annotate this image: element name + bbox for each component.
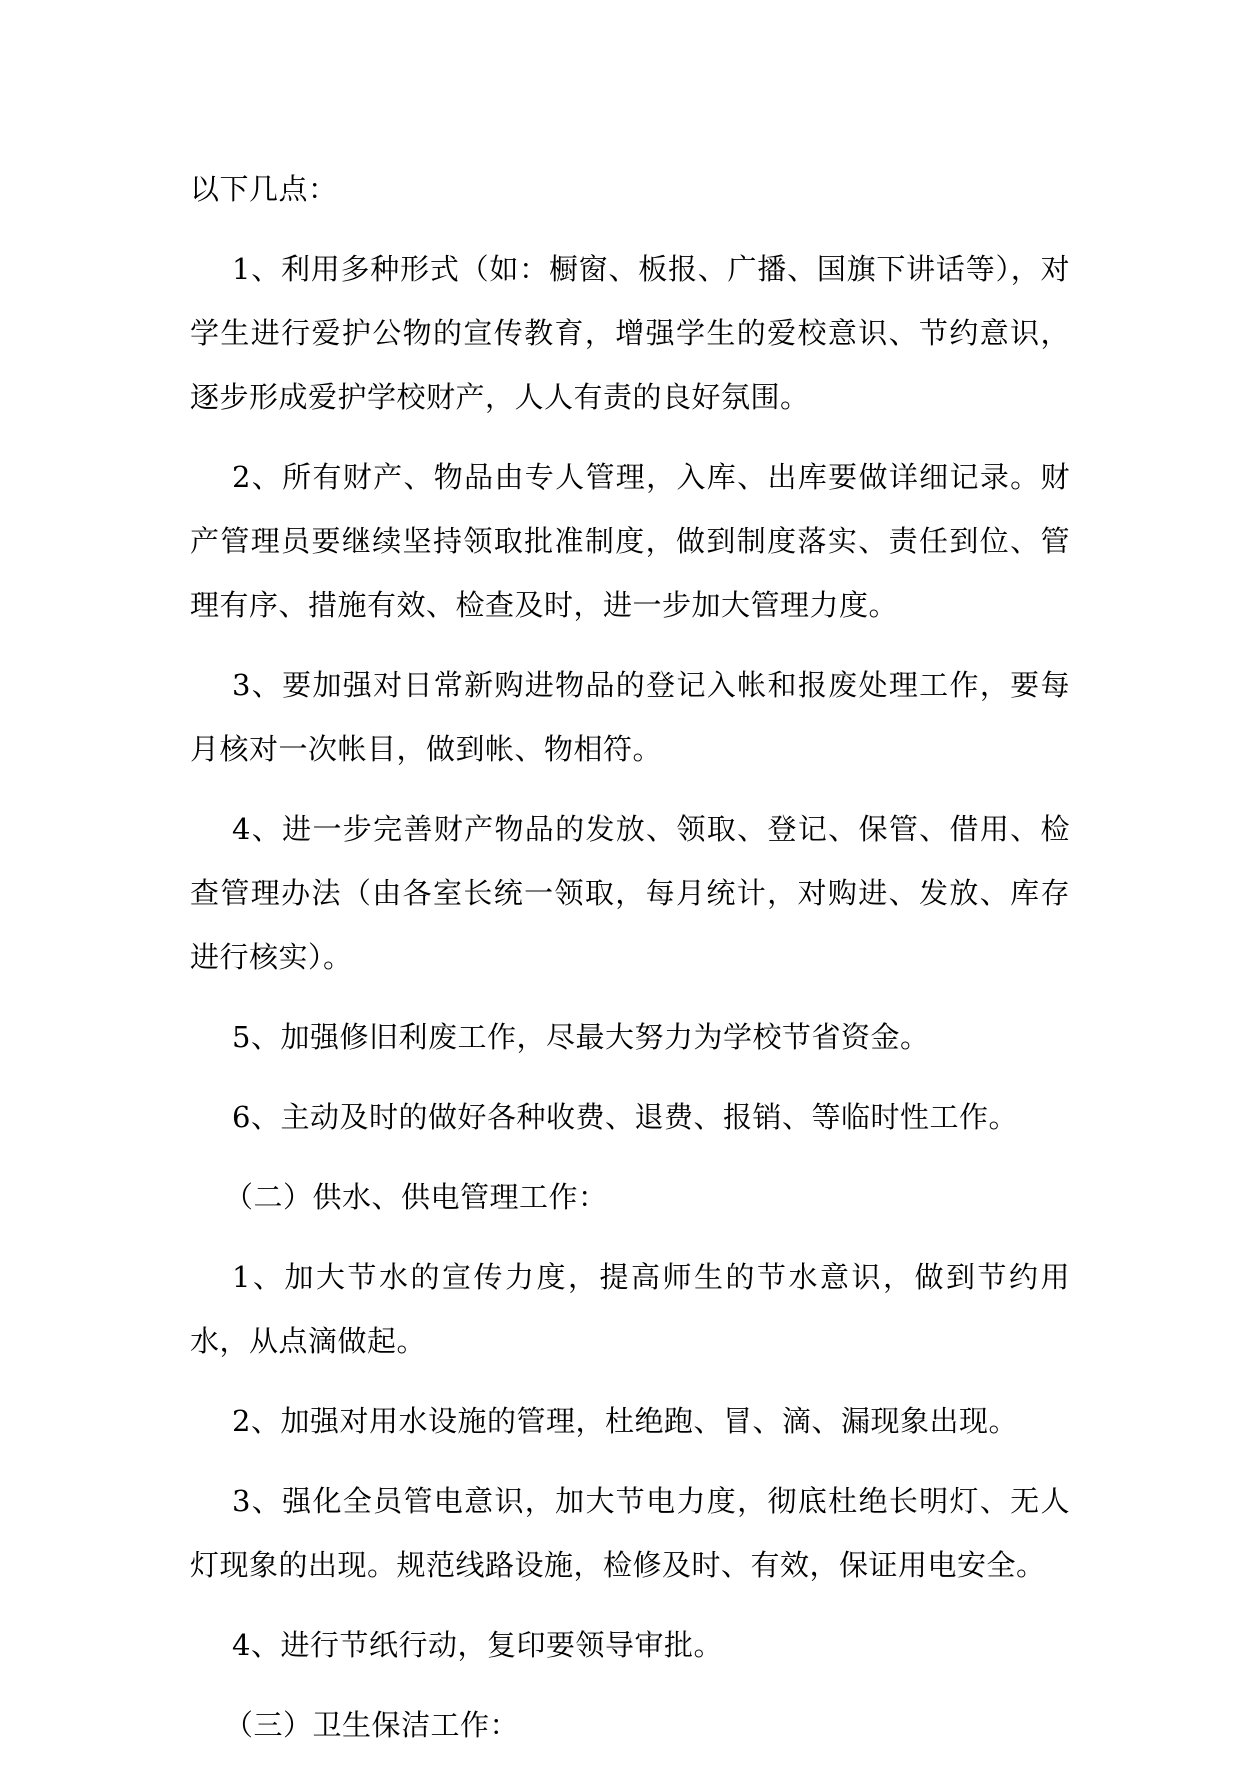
list-item-registration: 3、要加强对日常新购进物品的登记入帐和报废处理工作，要每月核对一次帐目，做到帐、物相符。 xyxy=(190,668,1070,766)
section-heading-water-power: （二）供水、供电管理工作： xyxy=(224,1180,608,1214)
list-item-recycling: 5、加强修旧利废工作，尽最大努力为学校节省资金。 xyxy=(232,1020,930,1054)
section-heading-sanitation: （三）卫生保洁工作： xyxy=(224,1708,520,1742)
list-item-custody: 2、所有财产、物品由专人管理，入库、出库要做详细记录。财产管理员要继续坚持领取批准制度，做到制度落实、责任到位、管理有序、措施有效、检查及时，进一步加大管理力度。 xyxy=(190,460,1070,622)
list-item-distribution: 4、进一步完善财产物品的发放、领取、登记、保管、借用、检查管理办法（由各室长统一领取，每月统计，对购进、发放、库存进行核实）。 xyxy=(190,812,1070,974)
document-body xyxy=(190,157,1070,1773)
intro-paragraph: 以下几点： xyxy=(190,172,338,206)
list-item-paper-saving: 4、进行节纸行动，复印要领导审批。 xyxy=(232,1628,723,1662)
list-item-publicity: 1、利用多种形式（如：橱窗、板报、广播、国旗下讲话等），对学生进行爱护公物的宣传教育，增强学生的爱校意识、节约意识，逐步形成爱护学校财产，人人有责的良好氛围。 xyxy=(190,252,1070,414)
list-item-water-facilities: 2、加强对用水设施的管理，杜绝跑、冒、滴、漏现象出现。 xyxy=(232,1404,1018,1438)
list-item-water-saving: 1、加大节水的宣传力度，提高师生的节水意识，做到节约用水，从点滴做起。 xyxy=(190,1260,1070,1358)
list-item-power-saving: 3、强化全员管电意识，加大节电力度，彻底杜绝长明灯、无人灯现象的出现。规范线路设施，检修及时、有效，保证用电安全。 xyxy=(190,1484,1070,1582)
list-item-fees: 6、主动及时的做好各种收费、退费、报销、等临时性工作。 xyxy=(232,1100,1018,1134)
